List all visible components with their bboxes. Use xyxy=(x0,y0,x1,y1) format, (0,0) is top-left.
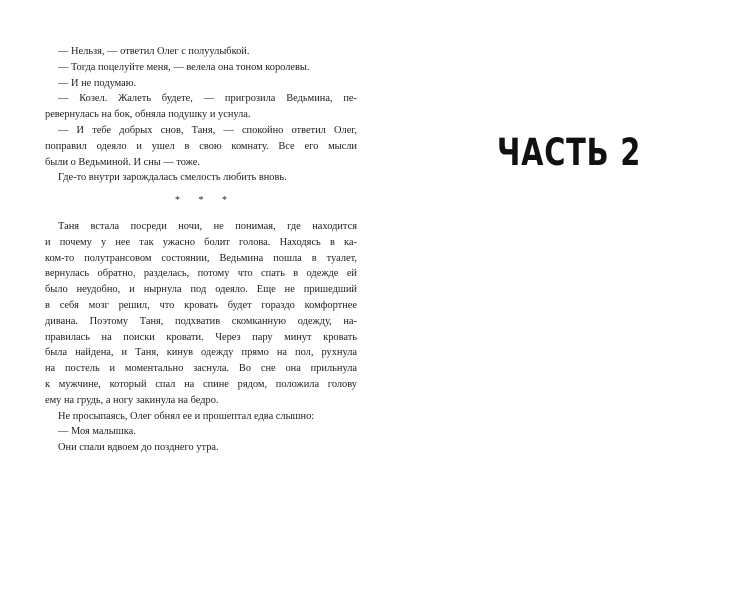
paragraph xyxy=(45,60,357,76)
text-line: было неудобно, и нырнула под одеяло. Еще не пришедший xyxy=(45,284,357,296)
paragraph xyxy=(45,424,357,440)
paragraph xyxy=(45,440,357,456)
text-line: вернулась обратно, разделась, потому что спать в одежде ей xyxy=(45,268,357,280)
paragraph xyxy=(45,44,357,60)
text-line: была найдена, и Таня, кинув одежду прямо на пол, рухнула xyxy=(45,347,357,359)
scene-separator: * * * xyxy=(175,195,235,207)
paragraph xyxy=(45,123,357,170)
body-text xyxy=(45,44,357,456)
paragraph xyxy=(45,91,357,123)
text-section-1 xyxy=(45,44,357,186)
text-line: ревернулась на бок, обняла подушку и уснула. xyxy=(45,109,251,121)
part-title: ЧАСТЬ 2 xyxy=(497,131,642,174)
paragraph xyxy=(45,76,357,92)
text-line: — И не подумаю. xyxy=(58,77,137,89)
text-line: Где-то внутри зарождалась смелость любить вновь. xyxy=(58,172,287,184)
text-line: Не просыпаясь, Олег обнял ее и прошептал едва слышно: xyxy=(58,410,315,422)
text-line: на постель и моментально заснула. Во сне она прильнула xyxy=(45,363,357,375)
text-section-2 xyxy=(45,219,357,456)
text-line: — Козел. Жалеть будете, — пригрозила Ведьмина, пе- xyxy=(58,93,357,105)
paragraph xyxy=(45,219,357,409)
text-line: были о Ведьминой. И сны — тоже. xyxy=(45,156,200,168)
text-line: — Моя малышка. xyxy=(58,426,136,438)
text-line: — Нельзя, — ответил Олег с полуулыбкой. xyxy=(58,46,250,57)
text-line: ему на грудь, а ногу закинула на бедро. xyxy=(45,394,219,406)
text-line: дивана. Поэтому Таня, подхватив скомканную одежду, на- xyxy=(45,315,357,327)
text-line: в себя мозг решил, что кровать будет гораздо комфортнее xyxy=(45,299,357,311)
text-line: поправил одеяло и ушел в свою комнату. Все его мысли xyxy=(45,140,357,152)
paragraph xyxy=(45,409,357,425)
text-line: к мужчине, который спал на спине рядом, положила голову xyxy=(45,378,357,390)
text-line: Таня встала посреди ночи, не понимая, где находится xyxy=(58,220,357,232)
text-line: ком-то полутрансовом состоянии, Ведьмина пошла в туалет, xyxy=(45,252,357,264)
paragraph xyxy=(45,170,357,186)
text-line: и почему у нее так ужасно болит голова. Находясь в ка- xyxy=(45,236,357,248)
text-line: правилась на поиски кровати. Через пару минут кровать xyxy=(45,331,357,343)
right-page xyxy=(375,0,750,600)
text-line: — Тогда поцелуйте меня, — велела она тоном королевы. xyxy=(58,61,310,73)
text-line: Они спали вдвоем до позднего утра. xyxy=(58,442,219,454)
text-line: — И тебе добрых снов, Таня, — спокойно ответил Олег, xyxy=(58,124,357,136)
